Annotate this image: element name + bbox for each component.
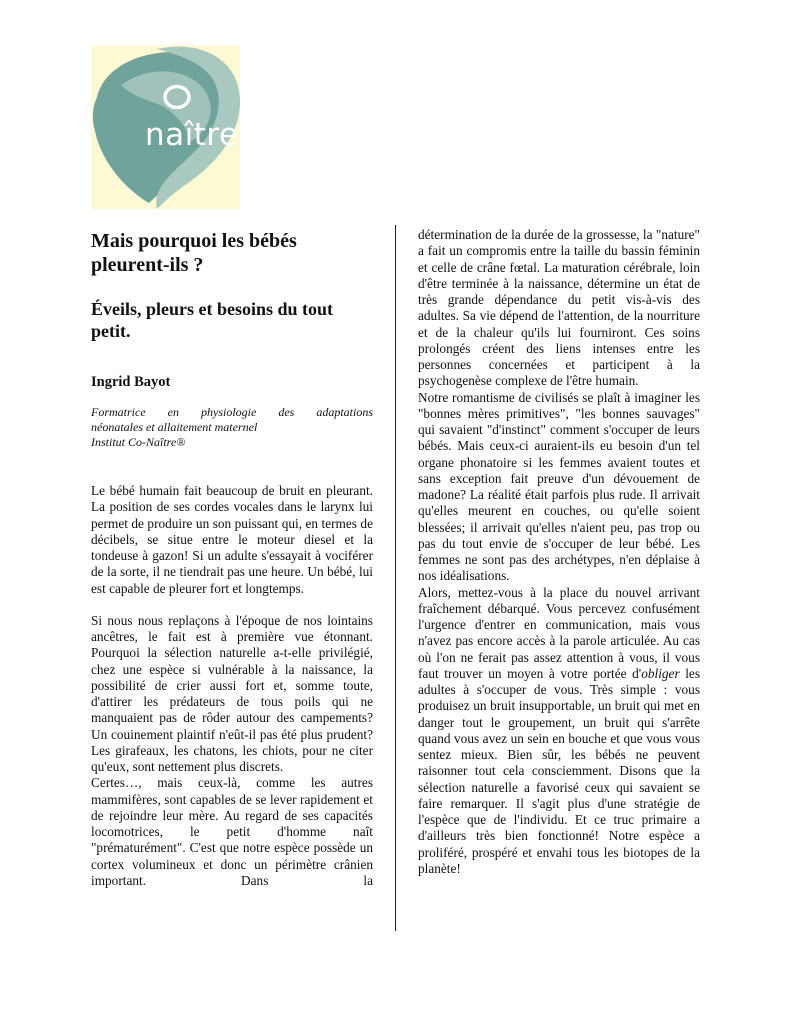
co-naitre-logo [91,45,240,209]
right-column [418,227,700,877]
paragraph-text: les adultes à s'occuper de vous. Très simple : vous produisez un bruit insupportable, un bruit qui met en danger tout le groupement, un bruit qui s'arrête quand vous avez un sein en bouche et que vous vous sentez mieux. Bien sûr, les bébés ne peuvent raisonner tout cela consciemment. Disons que la sélection naturelle a favorisé ceux qui savaient se faire remarquer. Il s'agit plus d'une stratégie de l'espèce que de l'individu. Et ce truc primaire a d'ailleurs très bien fonctionné! Notre espèce a proliféré, prospéré et envahi tous les biotopes de la planète! [418,665,700,876]
affiliation-line: Institut Co-Naître® [91,435,186,449]
body-paragraph: Le bébé humain fait beaucoup de bruit en pleurant. La position de ses cordes vocales dans le larynx lui permet de produire un son puissant qui, en termes de décibels, se situe entre le moteur diesel et la tondeuse à gazon! Si un adulte s'essayait à vociférer de la sorte, il ne tiendrait pas une heure. Un bébé, lui est capable de pleurer fort et longtemps. [91,483,373,596]
body-paragraph [418,585,700,878]
body-paragraph: Notre romantisme de civilisés se plaît à imaginer les "bonnes mères primitives", "les bonnes sauvages" qui savaient "d'instinct" comment s'occuper de leurs bébés. Mais ceux-ci auraient-ils eu besoin d'un tel organe phonatoire si les femmes avaient toutes et sans exception fait preuve d'un dévouement de madone? La réalité était parfois plus rude. Il arrivait qu'elles meurent en couches, ou qu'elle soient blessées; il arrivait qu'elles n'aient peu, pas trop ou pas du tout envie de s'occuper de leur bébé. Les femmes ne sont pas des archétypes, n'en déplaise à nos idéalisations. [418,389,700,584]
paragraph-text: Alors, mettez-vous à la place du nouvel arrivant fraîchement débarqué. Vous percevez confusément l'urgence d'entrer en communication, mais vous n'avez pas encore accès à la parole articulée. Au cas où l'on ne ferait pas assez attention à vous, il vous faut trouver un moyen à votre portée d' [418,584,700,681]
body-paragraph: détermination de la durée de la grossesse, la "nature" a fait un compromis entre la taille du bassin féminin et celle de crâne fœtal. La maturation cérébrale, loin d'être terminée à la naissance, détermine un état de très grande dépendance du petit vis-à-vis des adultes. Sa vie dépend de l'attention, de la nourriture et de la chaleur qu'ils lui fourniront. Ces soins prolongés créent des liens intenses entre les personnes concernées et participent à la psychogenèse complexe de l'être humain. [418,227,700,389]
emphasized-word: obliger [641,665,680,681]
logo-text: naître [145,117,239,153]
author-affiliation [91,405,373,450]
column-divider [395,225,396,931]
affiliation-line: néonatales et allaitement maternel [91,420,258,434]
article-title: Mais pourquoi les bébés pleurent-ils ? [91,230,297,276]
author-name: Ingrid Bayot [91,374,171,390]
affiliation-line: Formatrice en physiologie des adaptations [91,405,373,419]
body-paragraph: Si nous nous replaçons à l'époque de nos lointains ancêtres, le fait est à première vue étonnant. Pourquoi la sélection naturelle a-t-elle privilégié, chez une espèce si vulnérable à la naissance, la possibilité de crier aussi fort et, somme toute, d'attirer les prédateurs de tous poils qui ne manquaient pas de rôder autour des campements? Un couinement plaintif n'eût-il pas été plus prudent? Les girafeaux, les chatons, les chiots, pour ne citer qu'eux, sont nettement plus discrets. [91,612,373,774]
left-column [91,483,373,889]
body-paragraph: Certes…, mais ceux-là, comme les autres mammifères, sont capables de se lever rapidement et de rejoindre leur mère. Au regard de ses capacités locomotrices, le petit d'homme naît "prématurément". C'est que notre espèce possède un cortex volumineux et donc un périmètre crânien important. Dans la [91,775,373,888]
article-subtitle: Éveils, pleurs et besoins du tout petit. [91,299,334,341]
